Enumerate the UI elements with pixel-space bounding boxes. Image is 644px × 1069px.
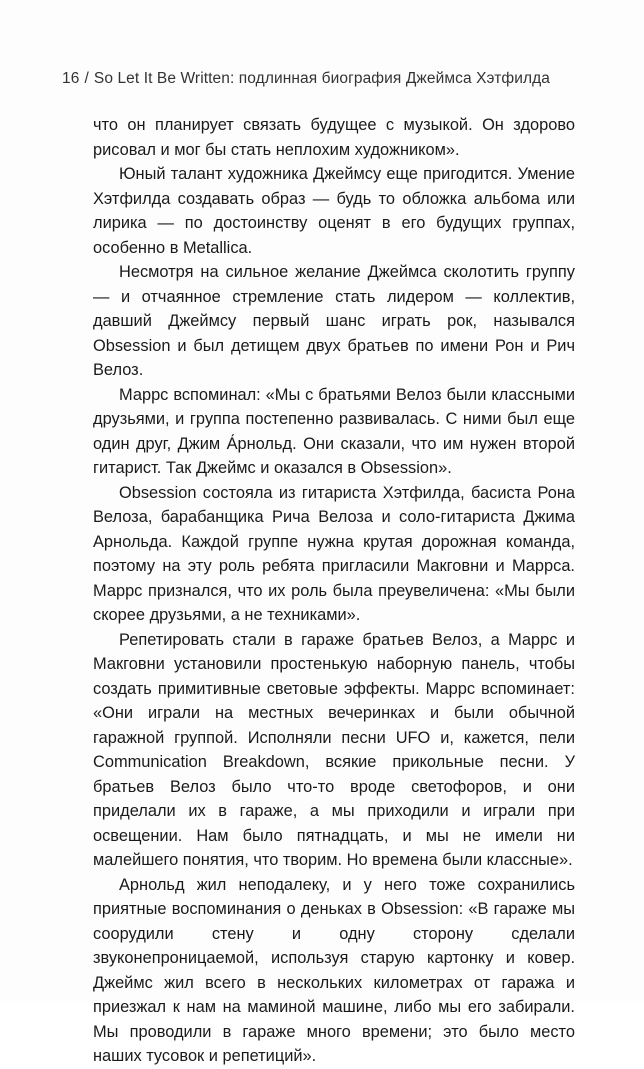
paragraph: Арнольд жил неподалеку, и у него тоже сохранились приятные воспоминания о деньках в Obsession: «В гараже мы соорудили стену и одну сторону сделали звуконепроницаемой, используя старую картонку и ковер. Джеймс жил всего в нескольких километрах от гаража и приезжал к нам на маминой машине, либо мы его забирали. Мы проводили в гараже много времени; это было место наших тусовок и репетиций». — [93, 875, 575, 1065]
paragraph: Юный талант художника Джеймсу еще пригодится. Умение Хэтфилда создавать образ — будь то обложка альбома или лирика — по достоинству оценят в его будущих группах, особенно в Metallica. — [93, 165, 575, 257]
book-title: So Let It Be Written: подлинная биография Джеймса Хэтфилда — [93, 70, 551, 87]
paragraph: Маррс вспоминал: «Мы с братьями Велоз были классными друзьями, и группа постепенно развивалась. С ними был еще один друг, Джим А́рнольд. Они сказали, что им нужен второй гитарист. Так Джеймс и оказался в Obsession». — [93, 385, 575, 477]
paragraph-continuation: что он планирует связать будущее с музыкой. Он здорово рисовал и мог бы стать неплохим художником». — [93, 116, 575, 159]
paragraph: Репетировать стали в гараже братьев Велоз, а Маррс и Макговни установили простенькую наборную панель, чтобы создать примитивные световые эффекты. Маррс вспоминает: «Они играли на местных вечеринках и были обычной гаражной группой. Исполняли песни UFO и, кажется, пели Communication Breakdown, всякие прикольные песни. У братьев Велоз было что-то вроде светофоров, и они приделали их в гараже, а мы приходили и играли при освещении. Нам было пятнадцать, и мы не имели ни малейшего понятия, что творим. Но времена были классные». — [93, 630, 575, 869]
paragraph: Несмотря на сильное желание Джеймса сколотить группу — и отчаянное стремление стать лидером — коллектив, давший Джеймсу первый шанс играть рок, назывался Obsession и был детищем двух братьев по имени Рон и Рич Велоз. — [93, 263, 575, 379]
paragraph: Obsession состояла из гитариста Хэтфилда, басиста Рона Велоза, барабанщика Рича Велоза и соло-гитариста Джима Арнольда. Каждой группе нужна крутая дорожная команда, поэтому на эту роль ребята пригласили Макговни и Маррса. Маррс признался, что их роль была преувеличена: «Мы были скорее друзьями, а не техниками». — [93, 483, 575, 624]
header-separator: / — [84, 70, 89, 87]
page-number: 16 — [62, 70, 80, 87]
body-text — [93, 113, 575, 1069]
running-head — [62, 70, 550, 88]
